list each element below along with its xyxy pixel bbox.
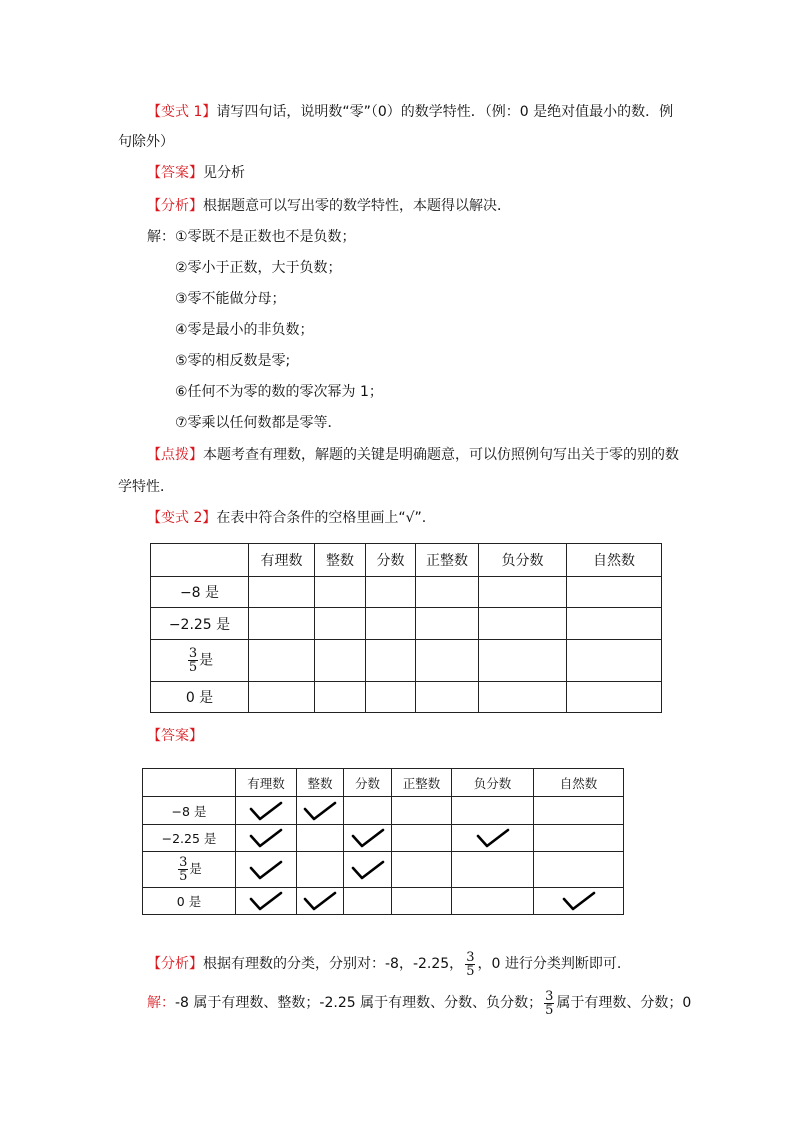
check-mark-icon [248,859,284,881]
fraction [188,647,198,674]
answer-cell[interactable] [366,577,416,608]
solution2-post: 属于有理数、分数；0 [556,995,692,1011]
fraction [178,856,188,883]
row-label: 0 是 [143,888,236,915]
check-cell [534,825,624,852]
answer-cell[interactable] [366,640,416,682]
answer-cell[interactable] [416,640,479,682]
v2-text: 在表中符合条件的空格里画上“√”. [216,510,427,526]
answer-cell[interactable] [249,608,315,640]
check-mark-icon [248,827,284,849]
analysis1 [147,196,511,216]
check-mark-icon [248,800,284,822]
row-label: −8 是 [143,797,236,825]
table-row [151,640,662,682]
row-label [143,852,236,888]
table-row [143,888,624,915]
check-cell [534,852,624,888]
v1-text-1: 请写四句话，说明数“零”（0）的数学特性．（例：0 是绝对值最小的数．例 [216,104,674,120]
table-row [151,608,662,640]
analysis2-post: ，0 进行分类判断即可. [477,956,622,972]
header-cell: 分数 [366,544,416,577]
header-corner [151,544,249,577]
header-cell: 负分数 [452,769,534,797]
answer-cell[interactable] [479,640,567,682]
solution1-item-5: ⑤零的相反数是零; [175,353,291,369]
table-row [143,852,624,888]
header-cell: 正整数 [392,769,452,797]
fraction-denominator: 5 [545,1002,554,1018]
answer-cell[interactable] [567,640,662,682]
v1-line2: 句除外） [118,134,174,150]
check-cell [344,797,392,825]
solution1-item-3: ③零不能做分母； [175,291,286,307]
solution1-item-2: ②零小于正数，大于负数； [175,260,342,276]
table-row [151,577,662,608]
answer-cell[interactable] [366,608,416,640]
fraction-numerator: 3 [466,949,475,965]
check-cell [534,888,624,915]
check-cell [344,888,392,915]
solution2-pre: -8 属于有理数、整数；-2.25 属于有理数、分数、负分数； [175,995,543,1011]
header-cell: 分数 [344,769,392,797]
row-label: −8 是 [151,577,249,608]
fraction-numerator: 3 [545,988,554,1004]
answer-cell[interactable] [315,608,366,640]
answer-cell[interactable] [416,682,479,713]
v1-line1 [147,102,673,122]
tip1-text-1: 本题考查有理数，解题的关键是明确题意，可以仿照例句写出关于零的别的数 [203,447,679,463]
check-cell [297,825,344,852]
check-cell [392,825,452,852]
row-label: −2.25 是 [151,608,249,640]
check-cell [236,852,297,888]
answer-cell[interactable] [416,577,479,608]
answer1 [147,163,245,183]
tip1-line1 [147,445,679,465]
solution2-lead: 解： [147,995,175,1011]
answer-cell[interactable] [567,608,662,640]
answer-cell[interactable] [366,682,416,713]
check-cell [344,852,392,888]
answer-cell[interactable] [249,577,315,608]
check-cell [297,797,344,825]
answer2 [147,726,203,746]
check-cell [452,852,534,888]
analysis2-pre: 根据有理数的分类，分别对：-8，-2.25， [203,956,464,972]
header-cell: 整数 [297,769,344,797]
fraction-numerator: 3 [188,646,198,661]
analysis2 [147,946,621,982]
header-cell: 自然数 [534,769,624,797]
table-row [143,825,624,852]
header-cell: 有理数 [236,769,297,797]
fraction-denominator: 5 [179,869,188,884]
solution1-item-4: ④零是最小的非负数； [175,322,314,338]
answer-cell[interactable] [249,682,315,713]
row-label-suffix: 是 [199,652,214,669]
fraction [465,951,475,978]
solution1-item-7: ⑦零乘以任何数都是零等． [175,415,342,431]
check-mark-icon [302,800,338,822]
check-cell [534,797,624,825]
answer-cell[interactable] [315,640,366,682]
answer-cell[interactable] [567,577,662,608]
answer-table [142,768,624,915]
question-table [150,543,662,713]
check-mark-icon [475,827,511,849]
check-cell [452,797,534,825]
row-label: −2.25 是 [143,825,236,852]
row-label [151,640,249,682]
fraction-numerator: 3 [179,855,188,870]
check-mark-icon [350,827,386,849]
check-mark-icon [302,890,338,912]
question-table-header-row [151,544,662,577]
tip1-line2: 学特性． [118,479,174,495]
check-cell [236,888,297,915]
answer2-tag: 【答案】 [147,728,203,744]
answer-cell[interactable] [479,608,567,640]
answer1-tag: 【答案】 [147,165,203,181]
v2-tag: 【变式 2】 [147,510,217,526]
check-cell [297,852,344,888]
check-mark-icon [248,890,284,912]
header-cell: 有理数 [249,544,315,577]
answer-cell[interactable] [315,682,366,713]
answer-cell[interactable] [416,608,479,640]
analysis1-text: 根据题意可以写出零的数学特性，本题得以解决． [203,198,511,214]
check-cell [297,888,344,915]
check-cell [392,888,452,915]
fraction-denominator: 5 [188,660,198,675]
header-cell: 正整数 [416,544,479,577]
check-cell [452,825,534,852]
header-cell: 负分数 [479,544,567,577]
check-cell [392,852,452,888]
analysis2-tag: 【分析】 [147,956,203,972]
answer-cell[interactable] [249,640,315,682]
header-cell: 自然数 [567,544,662,577]
tip1-tag: 【点拨】 [147,447,203,463]
row-label: 0 是 [151,682,249,713]
check-cell [452,888,534,915]
v2-line [147,508,426,528]
fraction-denominator: 5 [466,963,475,979]
answer-cell[interactable] [567,682,662,713]
solution2 [147,985,691,1021]
answer-cell[interactable] [479,577,567,608]
answer-cell[interactable] [479,682,567,713]
analysis1-tag: 【分析】 [147,198,203,214]
table-row [143,797,624,825]
header-cell: 整数 [315,544,366,577]
check-cell [392,797,452,825]
solution1-item-6: ⑥任何不为零的数的零次幂为 1； [175,384,383,400]
check-cell [236,825,297,852]
answer-table-header-row [143,769,624,797]
check-cell [344,825,392,852]
check-mark-icon [561,890,597,912]
answer-cell[interactable] [315,577,366,608]
solution1-lead: 解： [147,229,175,245]
check-mark-icon [350,859,386,881]
answer1-text: 见分析 [203,165,245,181]
check-cell [236,797,297,825]
v1-tag: 【变式 1】 [147,104,217,120]
row-label-suffix: 是 [189,861,202,876]
header-corner [143,769,236,797]
fraction [544,990,554,1017]
table-row [151,682,662,713]
solution1-item-1: ①零既不是正数也不是负数； [175,229,356,245]
